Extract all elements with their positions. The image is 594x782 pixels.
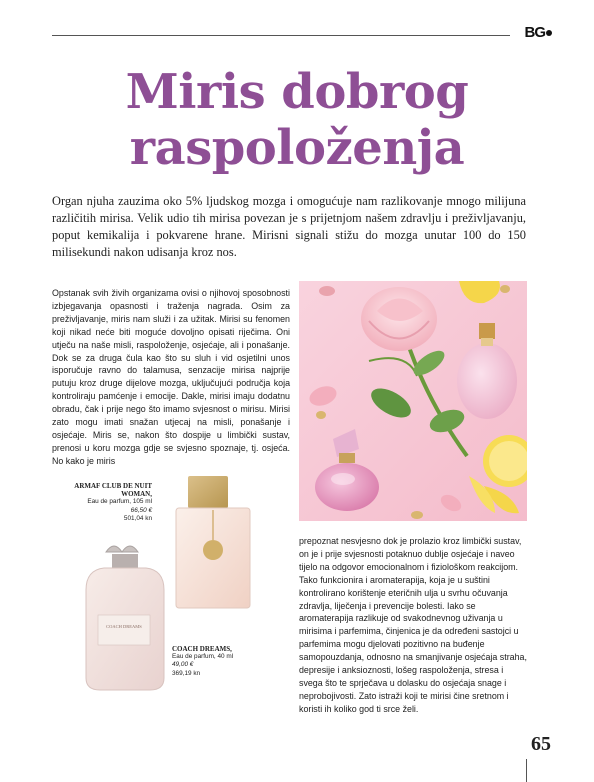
product-price-kn: 501,04 kn: [123, 514, 152, 522]
intro-paragraph: Organ njuha zauzima oko 5% ljudskog mozga i omogućuje nam razlikovanje mnogo milijuna različitih mirisa. Velik udio tih mirisa povezan je s prijetnjom našem zdravlju i preživljavanju, poput kemikalija i pokvarene hrane. Mirisni signali stižu do mozga unutar 100 do 150 milisekundi nakon udisanja kroz nos.: [52, 194, 526, 259]
product-type: Eau de parfum, 105 ml: [87, 498, 152, 506]
logo-text: BG: [524, 24, 545, 41]
product-price-eur: 66,50 €: [130, 506, 152, 514]
body-text-right: [299, 535, 527, 716]
perfume-flowers-illustration: [299, 281, 527, 521]
magazine-logo: [525, 24, 553, 41]
product-caption-armaf: [52, 482, 152, 523]
coach-bottle-label: COACH DREAMS: [106, 624, 142, 629]
product-price-eur: 49,00 €: [172, 661, 194, 669]
perfume-photo: [299, 281, 527, 521]
product-name: ARMAF CLUB DE NUIT WOMAN,: [74, 482, 152, 499]
product-price-kn: 369,19 kn: [172, 669, 201, 677]
title-line-2: raspoloženja: [129, 120, 465, 176]
logo-dot-icon: [546, 30, 552, 36]
header-rule: [52, 35, 510, 36]
body-text-left: Opstanak svih živih organizama ovisi o njihovoj sposobnosti izbjegavanja opasnosti i traženja nagrada. Osim za preživljavanje, miris nam služi i za užitak. Mirisi su fenomen koji nikad neće biti moguće dovoljno opisati riječima. Oni utječu na naše misli, raspoloženje, osjećaje, ali i ponašanje. Dok se za druga čula kao što su sluh i vid osjetilni unos isporučuje ravno do talamusa, senzacije mirisa najprije putuju kroz druge dijelove mozga, uključujući područja koja kontroliraju pamćenje i emocije. Dakle, mirisi imaju dodatnu obradu, čak i prije nego što imamo svjesnost o mirisu. Mirisi zato mogu imati snažan utjecaj na misli, ponašanje i osjećaje. Miris se, nakon što dospije u limbički sustav, prenosi u koru mozga gdje se svjesno spoznaje, tj. osjeća. No kako je miris: [52, 288, 290, 466]
product-type: Eau de parfum, 40 ml: [172, 653, 234, 661]
body-paragraph: prepoznat nesvjesno dok je prolazio kroz limbički sustav, on je i prije svjesnosti potaknuo dublje osjećaje i naveo tijelo na odgovor emocionalnom i fiziološkom reakcijom.: [299, 536, 522, 572]
page-number: 65: [531, 733, 551, 755]
page-number-rule: [526, 759, 527, 782]
product-caption-coach: [172, 645, 272, 678]
article-title: [0, 64, 594, 176]
product-name: COACH DREAMS,: [172, 645, 232, 653]
body-paragraph: Tako funkcionira i aromaterapija, koja je u suštini kontrolirano korištenje eteričnih ulja u svrhu očuvanja zdravlja, liječenja i prevencije bolesti. Iako se aromaterapija razlikuje od svakodnevnog uživanja u mirisima i parfemima, činjenica je da određeni sastojci u parfemima mogu djelovati pozitivno na buđenje samopouzdanja, odnosno na smanjivanje osjećaja straha, depresije i anksioznosti, lošeg raspoloženja, stresa i svega što te sprječava u dolasku do osjećaja snage i neprobojivosti. Zato istraži koji te mirisi čine sretnom i koristi ih koliko god ti srce želi.: [299, 574, 527, 714]
title-line-1: Miris dobrog: [125, 64, 469, 120]
